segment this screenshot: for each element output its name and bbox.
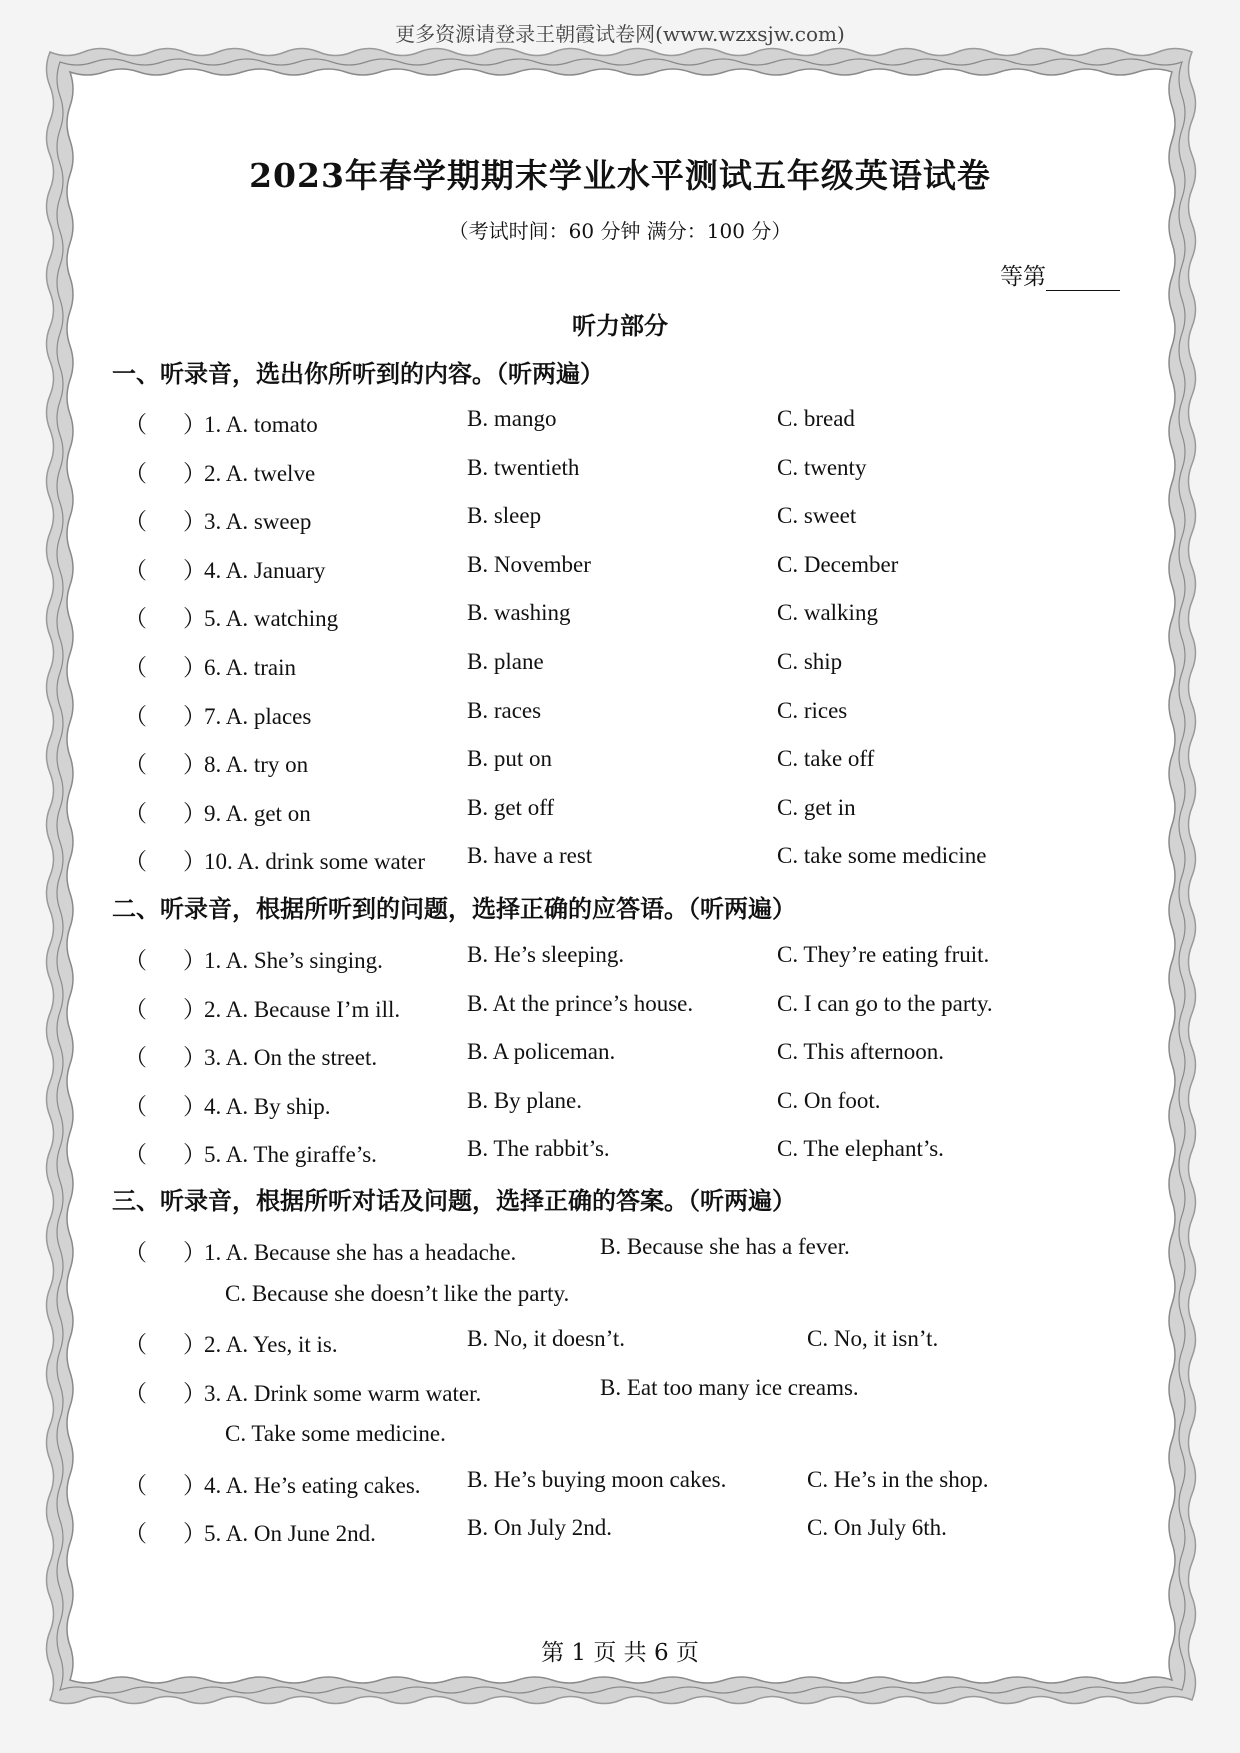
option-b: B. races: [467, 697, 542, 723]
option-b: B. have a rest: [467, 843, 593, 869]
option-c: C. Take some medicine.: [225, 1421, 446, 1446]
option-a: 1. A. Because she has a headache.: [204, 1240, 517, 1265]
grade-blank[interactable]: [1046, 268, 1120, 291]
option-b: B. He’s sleeping.: [467, 942, 625, 967]
option-a: 4. A. He’s eating cakes.: [204, 1473, 421, 1498]
answer-paren[interactable]: （ ）: [124, 1381, 206, 1406]
option-a: 7. A. places: [204, 703, 312, 729]
answer-paren[interactable]: （ ）: [124, 412, 206, 437]
answer-paren[interactable]: （ ）: [124, 800, 206, 826]
option-c: C. They’re eating fruit.: [777, 942, 990, 967]
option-b: B. November: [467, 551, 591, 577]
s1-question-3: [124, 503, 311, 536]
option-b: B. He’s buying moon cakes.: [467, 1467, 727, 1492]
exam-subtitle: （考试时间：60 分钟 满分：100 分）: [448, 219, 792, 243]
option-b: B. Eat too many ice creams.: [600, 1375, 859, 1400]
option-a: 4. A. January: [204, 557, 326, 583]
option-a: 8. A. try on: [204, 752, 309, 778]
answer-paren[interactable]: （ ）: [124, 460, 206, 486]
option-a: 1. A. tomato: [204, 412, 318, 437]
answer-paren[interactable]: （ ）: [124, 1473, 206, 1498]
s3-question-2: [124, 1326, 338, 1359]
s1-question-6: [124, 649, 296, 682]
s1-question-7: [124, 698, 311, 731]
grade-field[interactable]: [1000, 258, 1120, 291]
s3-question-5: [124, 1515, 376, 1548]
answer-paren[interactable]: （ ）: [124, 1521, 206, 1546]
option-c: C. ship: [777, 649, 843, 674]
option-a: 5. A. The giraffe’s.: [204, 1142, 377, 1168]
s1-question-2: [124, 455, 315, 488]
answer-paren[interactable]: （ ）: [124, 1142, 206, 1168]
option-c: C. I can go to the party.: [777, 990, 993, 1016]
option-c: C. take some medicine: [777, 843, 987, 869]
option-b: B. Because she has a fever.: [600, 1234, 850, 1259]
answer-paren[interactable]: （ ）: [124, 1093, 206, 1119]
s1-question-10: [124, 843, 425, 876]
s1-question-8: [124, 746, 308, 779]
option-b: B. twentieth: [467, 454, 580, 480]
option-a: 6. A. train: [204, 655, 296, 680]
s3-question-4: [124, 1467, 421, 1500]
section1-heading: 一、听录音，选出你所听到的内容。（听两遍）: [112, 359, 604, 388]
option-c: C. On July 6th.: [807, 1515, 947, 1540]
answer-paren[interactable]: （ ）: [124, 1332, 206, 1357]
option-c: C. rices: [777, 697, 848, 723]
option-b: B. A policeman.: [467, 1039, 616, 1065]
option-c: C. December: [777, 551, 899, 577]
option-b: B. washing: [467, 600, 571, 626]
option-b: B. put on: [467, 746, 552, 772]
page-footer: 第 1 页 共 6 页: [541, 1640, 699, 1666]
answer-paren[interactable]: （ ）: [124, 849, 206, 875]
option-c: C. walking: [777, 600, 878, 626]
option-b: B. On July 2nd.: [467, 1515, 613, 1540]
option-c: C. bread: [777, 406, 855, 431]
option-c: C. get in: [777, 794, 856, 820]
answer-paren[interactable]: （ ）: [124, 1045, 206, 1071]
answer-paren[interactable]: （ ）: [124, 703, 206, 729]
answer-paren[interactable]: （ ）: [124, 752, 206, 778]
option-b: B. sleep: [467, 503, 542, 529]
s2-question-5: [124, 1136, 377, 1169]
option-b: B. By plane.: [467, 1087, 582, 1113]
option-c: C. Because she doesn’t like the party.: [225, 1281, 570, 1306]
part-title: 听力部分: [572, 311, 668, 340]
s2-question-1: [124, 942, 383, 975]
answer-paren[interactable]: （ ）: [124, 948, 206, 973]
option-a: 9. A. get on: [204, 800, 311, 826]
grade-label: 等第: [1000, 264, 1046, 290]
answer-paren[interactable]: （ ）: [124, 1240, 206, 1265]
s1-question-4: [124, 552, 325, 585]
option-a: 5. A. On June 2nd.: [204, 1521, 376, 1546]
s2-question-2: [124, 991, 400, 1024]
option-c: C. sweet: [777, 503, 857, 529]
option-c: C. take off: [777, 746, 875, 772]
option-a: 4. A. By ship.: [204, 1093, 331, 1119]
section3-heading: 三、听录音，根据所听对话及问题，选择正确的答案。（听两遍）: [112, 1186, 796, 1215]
option-a: 3. A. sweep: [204, 509, 312, 535]
option-b: B. mango: [467, 406, 557, 431]
option-b: B. The rabbit’s.: [467, 1136, 610, 1162]
option-a: 2. A. twelve: [204, 460, 316, 486]
option-a: 1. A. She’s singing.: [204, 948, 383, 973]
s1-question-9: [124, 795, 311, 828]
option-a: 10. A. drink some water: [204, 849, 426, 875]
option-c: C. twenty: [777, 454, 867, 480]
s1-question-5: [124, 600, 338, 633]
option-a: 3. A. On the street.: [204, 1045, 378, 1071]
answer-paren[interactable]: （ ）: [124, 509, 206, 535]
option-a: 5. A. watching: [204, 606, 339, 632]
option-b: B. get off: [467, 794, 555, 820]
source-note: 更多资源请登录王朝霞试卷网(www.wzxsjw.com): [395, 22, 845, 46]
option-c: C. On foot.: [777, 1087, 881, 1113]
s3-question-1: [124, 1234, 516, 1267]
option-b: B. At the prince’s house.: [467, 990, 694, 1016]
option-c: C. He’s in the shop.: [807, 1467, 989, 1492]
s2-question-4: [124, 1088, 331, 1121]
answer-paren[interactable]: （ ）: [124, 606, 206, 632]
option-b: B. No, it doesn’t.: [467, 1326, 626, 1351]
option-a: 3. A. Drink some warm water.: [204, 1381, 482, 1406]
option-c: C. No, it isn’t.: [807, 1326, 939, 1351]
answer-paren[interactable]: （ ）: [124, 557, 206, 583]
option-a: 2. A. Because I’m ill.: [204, 996, 401, 1022]
option-b: B. plane: [467, 649, 544, 674]
option-a: 2. A. Yes, it is.: [204, 1332, 338, 1357]
option-c: C. This afternoon.: [777, 1039, 944, 1065]
exam-title: 2023年春学期期末学业水平测试五年级英语试卷: [249, 156, 991, 195]
answer-paren[interactable]: （ ）: [124, 996, 206, 1022]
s1-question-1: [124, 406, 318, 439]
s2-question-3: [124, 1039, 377, 1072]
section2-heading: 二、听录音，根据所听到的问题，选择正确的应答语。（听两遍）: [112, 894, 796, 923]
s3-question-3: [124, 1375, 481, 1408]
option-c: C. The elephant’s.: [777, 1136, 944, 1162]
answer-paren[interactable]: （ ）: [124, 655, 206, 680]
